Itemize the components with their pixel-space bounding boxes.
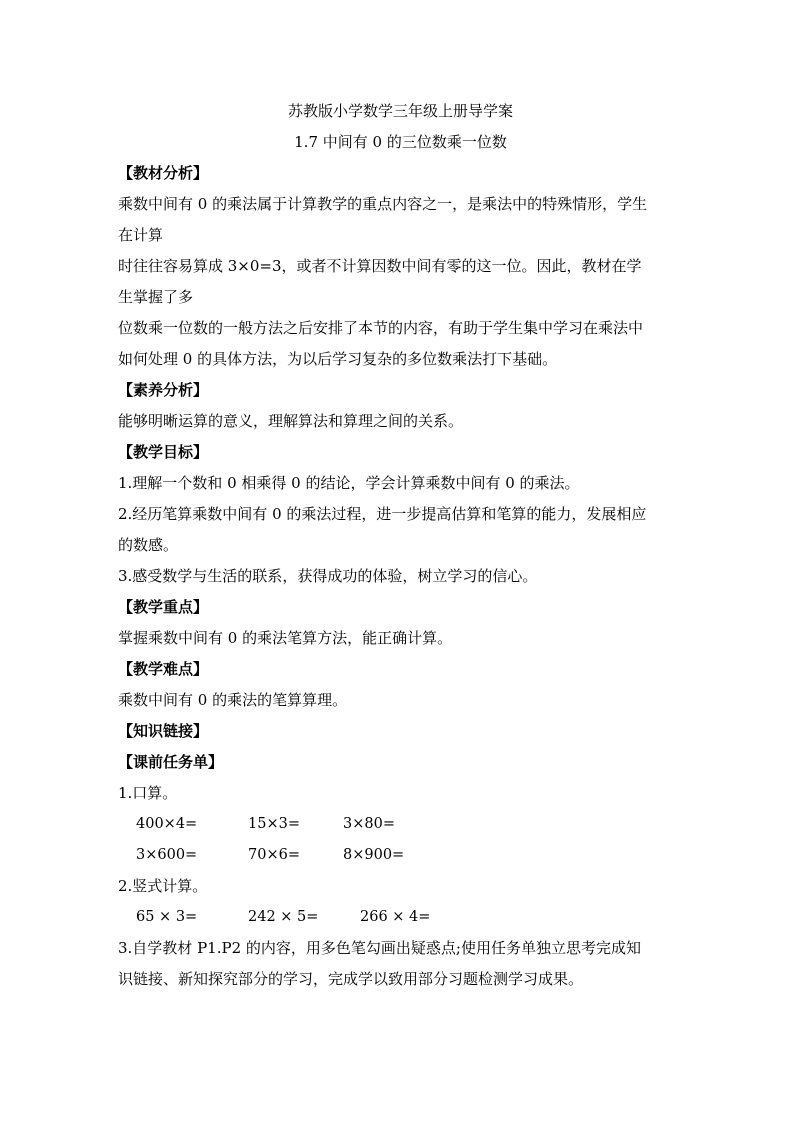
literacy-line: 能够明晰运算的意义，理解算法和算理之间的关系。 [118,412,464,430]
self-study-line: 识链接、新知探究部分的学习，完成学以致用部分习题检测学习成果。 [118,970,584,988]
material-analysis-heading: 【教材分析】 [118,164,209,182]
pre-class-task-heading: 【课前任务单】 [118,753,224,771]
key-points-heading: 【教学重点】 [118,598,209,616]
material-line: 乘数中间有 0 的乘法属于计算教学的重点内容之一，是乘法中的特殊情形，学生 [118,195,648,213]
oral-problem: 70×6= [248,847,300,863]
material-line: 在计算 [118,226,164,244]
written-problem: 242 × 5= [248,909,319,925]
document-title: 苏教版小学数学三年级上册导学案 [287,102,513,120]
written-problem: 65 × 3= [136,909,198,925]
lesson-subtitle: 1.7 中间有 0 的三位数乘一位数 [294,133,507,151]
written-problem: 266 × 4= [360,909,431,925]
written-calculation-title: 2.竖式计算。 [118,877,208,895]
goal-line: 的数感。 [118,536,179,554]
self-study-line: 3.自学教材 P1.P2 的内容，用多色笔勾画出疑惑点;使用任务单独立思考完成知 [118,939,641,957]
oral-problem: 15×3= [248,816,300,832]
goal-line: 1.理解一个数和 0 相乘得 0 的结论，学会计算乘数中间有 0 的乘法。 [118,474,580,492]
oral-problem: 3×80= [343,816,395,832]
material-line: 位数乘一位数的一般方法之后安排了本节的内容，有助于学生集中学习在乘法中 [118,319,644,337]
goal-line: 3.感受数学与生活的联系，获得成功的体验，树立学习的信心。 [118,567,538,585]
literacy-analysis-heading: 【素养分析】 [118,381,209,399]
knowledge-link-heading: 【知识链接】 [118,722,209,740]
material-line: 如何处理 0 的具体方法，为以后学习复杂的多位数乘法打下基础。 [118,350,558,368]
oral-problem: 3×600= [136,847,198,863]
material-line: 生掌握了多 [118,288,194,306]
difficulty-line: 乘数中间有 0 的乘法的笔算算理。 [118,691,348,709]
key-points-line: 掌握乘数中间有 0 的乘法笔算方法，能正确计算。 [118,629,453,647]
oral-problem: 8×900= [343,847,405,863]
material-line: 时往往容易算成 3×0=3，或者不计算因数中间有零的这一位。因此，教材在学 [118,257,642,275]
teaching-goals-heading: 【教学目标】 [118,443,209,461]
goal-line: 2.经历笔算乘数中间有 0 的乘法过程，进一步提高估算和笔算的能力，发展相应 [118,505,647,523]
difficulty-heading: 【教学难点】 [118,660,209,678]
oral-problem: 400×4= [136,816,198,832]
oral-calculation-title: 1.口算。 [118,784,178,802]
